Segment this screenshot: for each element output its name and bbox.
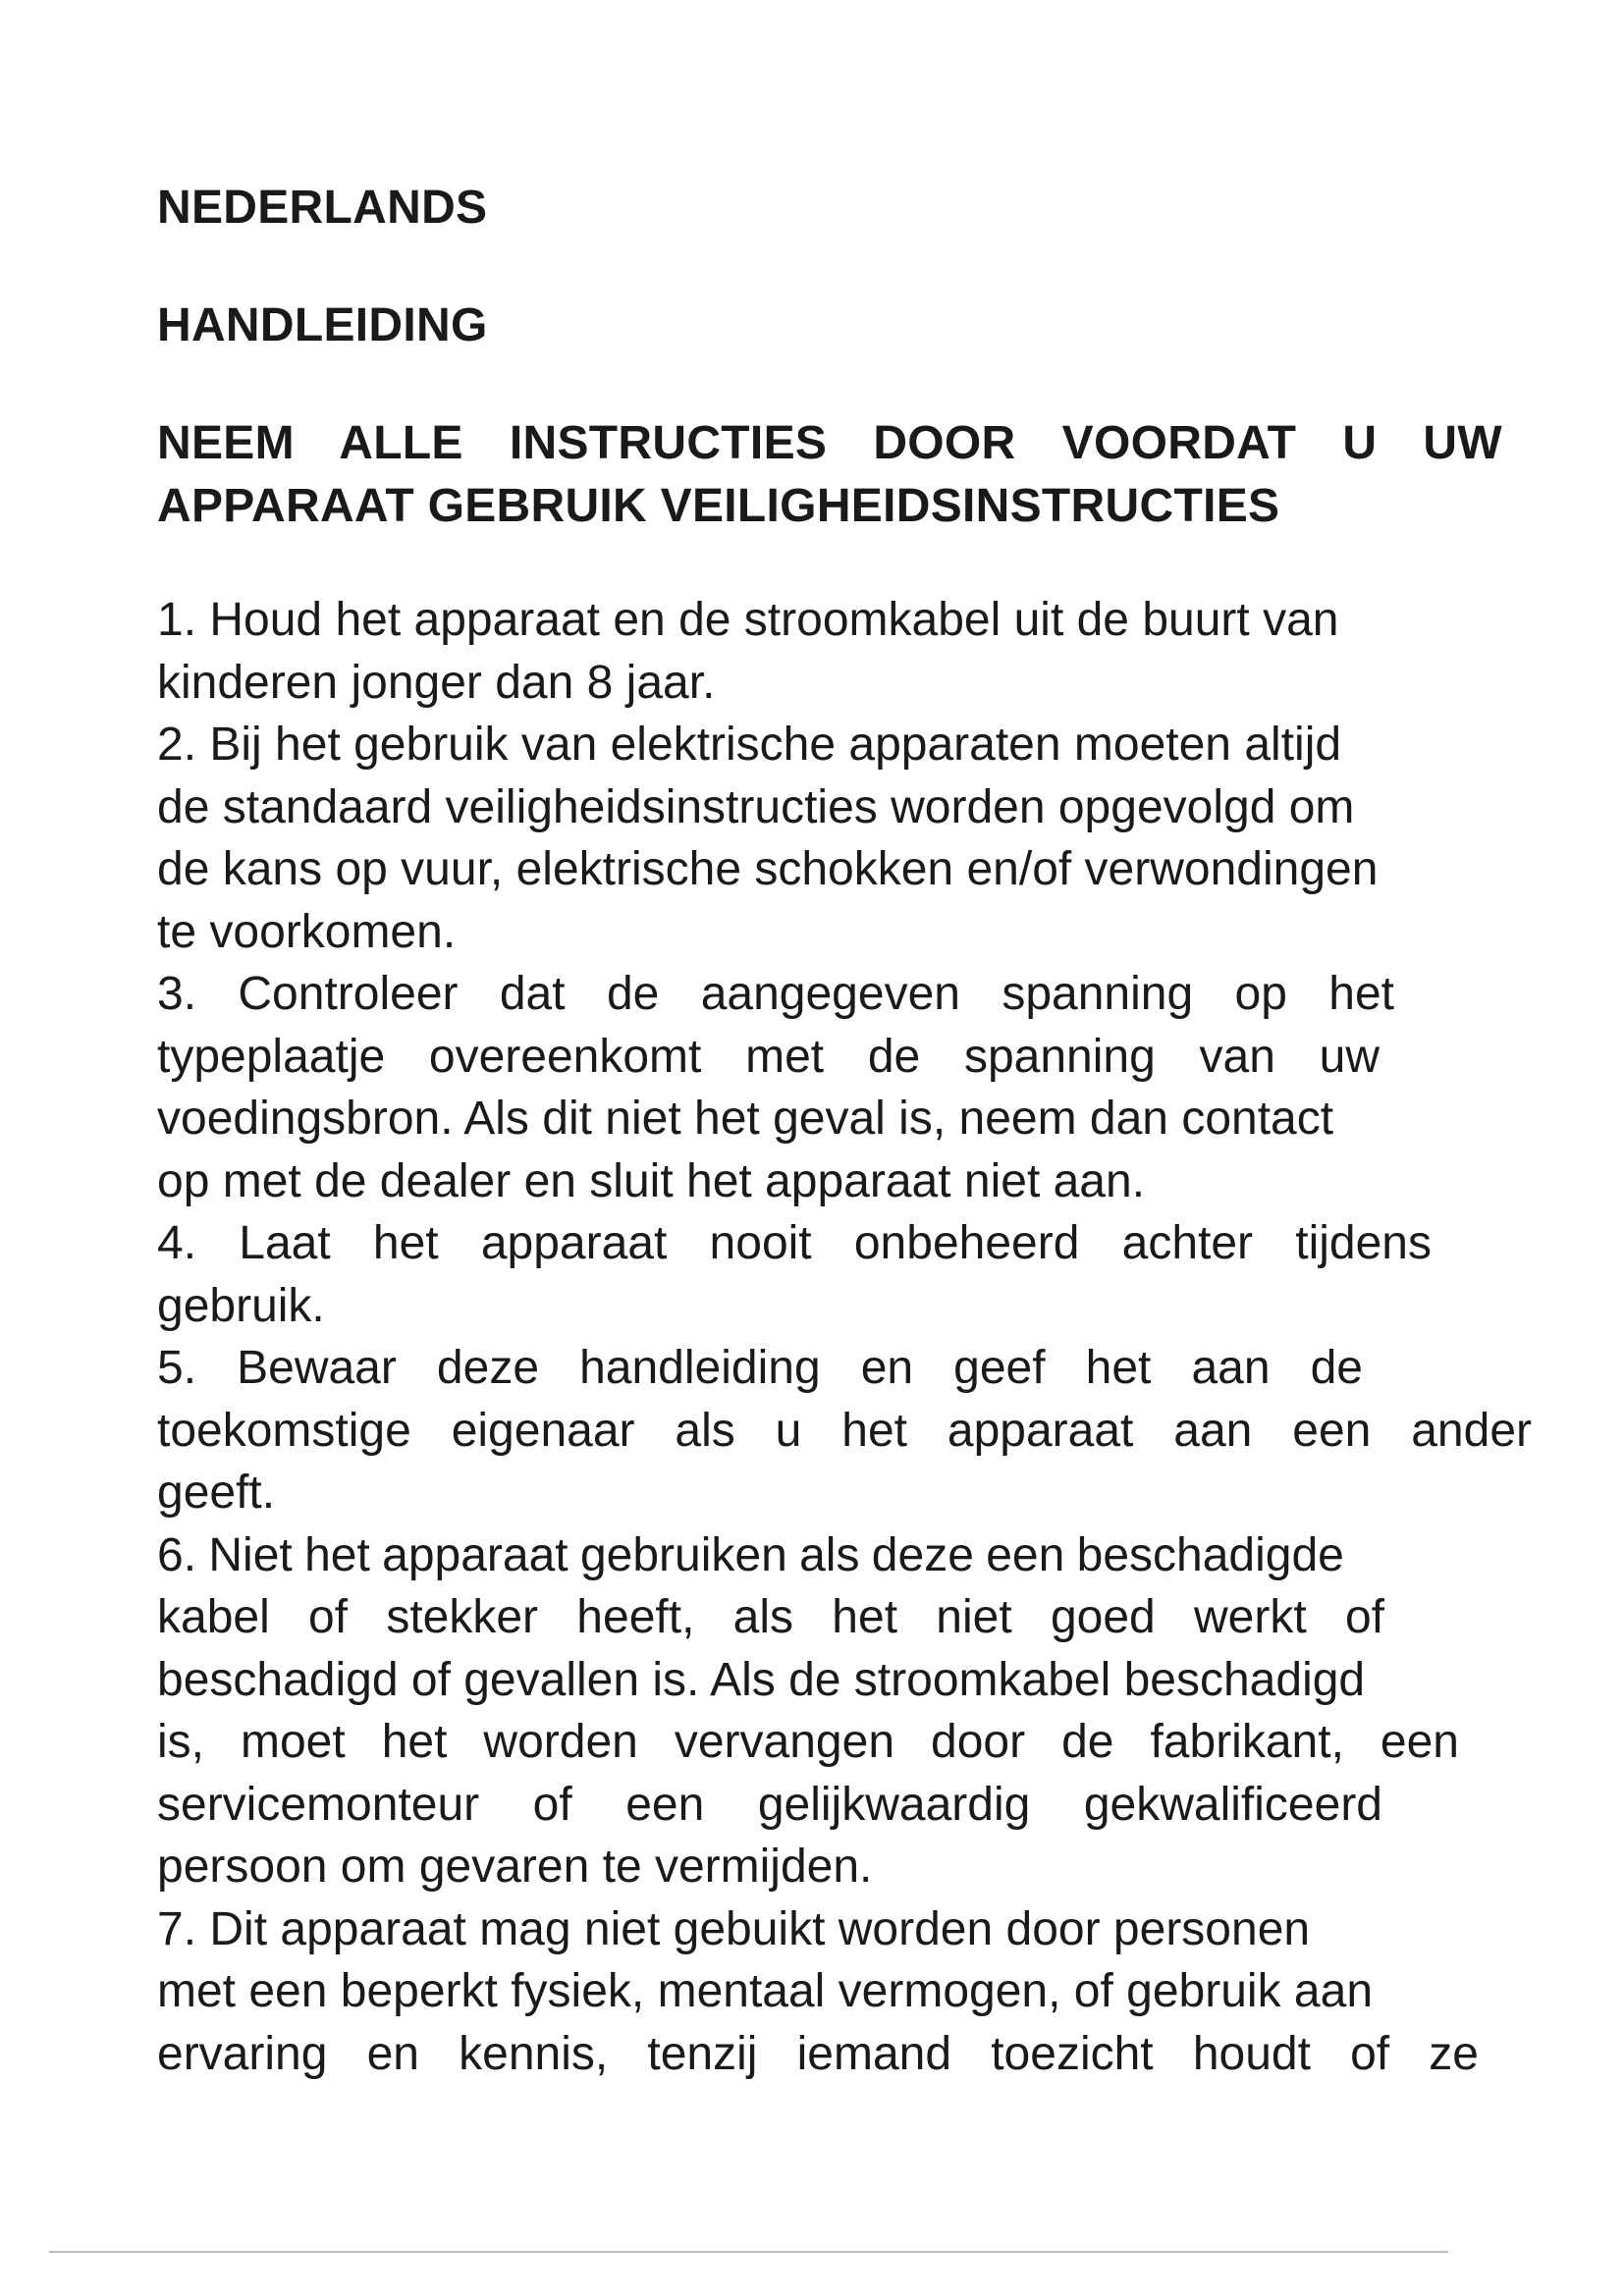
instruction-line: 5. Bewaar deze handleiding en geef het aan de: [157, 1342, 1363, 1394]
instruction-line: ervaring en kennis, tenzij iemand toezicht houdt of ze: [157, 2027, 1479, 2080]
instruction-line: 4. Laat het apparaat nooit onbeheerd achter tijdens: [157, 1217, 1432, 1269]
instruction-line: kinderen jonger dan 8 jaar.: [157, 656, 716, 709]
instruction-line: servicemonteur of een gelijkwaardig gekwalificeerd: [157, 1778, 1382, 1831]
instruction-line: de kans op vuur, elektrische schokken en/of verwondingen: [157, 843, 1379, 895]
instruction-line: 6. Niet het apparaat gebruiken als deze een beschadigde: [157, 1528, 1344, 1581]
instruction-line: gebruik.: [157, 1279, 325, 1332]
manual-heading: HANDLEIDING: [157, 299, 488, 351]
instruction-line: 1. Houd het apparaat en de stroomkabel uit de buurt van: [157, 594, 1339, 646]
instruction-line: persoon om gevaren te vermijden.: [157, 1841, 873, 1893]
instruction-line: 3. Controleer dat de aangegeven spanning op het: [157, 968, 1394, 1020]
instruction-line: typeplaatje overeenkomt met de spanning van uw: [157, 1030, 1380, 1083]
safety-instructions-list: [157, 589, 1532, 2085]
instruction-item-3: [157, 963, 1532, 1212]
instruction-item-4: [157, 1212, 1532, 1337]
instruction-line: kabel of stekker heeft, als het niet goed werkt of: [157, 1591, 1384, 1643]
safety-notice-line: NEEM ALLE INSTRUCTIES DOOR VOORDAT U UW: [157, 417, 1502, 469]
footer-divider: [49, 2251, 1448, 2253]
instruction-item-5: [157, 1337, 1532, 1524]
instruction-line: met een beperkt fysiek, mentaal vermogen, of gebruik aan: [157, 1965, 1374, 2017]
instruction-line: toekomstige eigenaar als u het apparaat aan een ander: [157, 1404, 1532, 1457]
document-page: [157, 177, 1532, 2085]
language-heading: NEDERLANDS: [157, 182, 488, 234]
instruction-item-6: [157, 1524, 1532, 1898]
instruction-line: op met de dealer en sluit het apparaat niet aan.: [157, 1154, 1146, 1207]
instruction-line: de standaard veiligheidsinstructies worden opgevolgd om: [157, 780, 1355, 833]
instruction-line: voedingsbron. Als dit niet het geval is, neem dan contact: [157, 1093, 1334, 1145]
instruction-line: 7. Dit apparaat mag niet gebuikt worden door personen: [157, 1902, 1311, 1955]
instruction-item-7: [157, 1898, 1532, 2086]
instruction-item-2: [157, 714, 1532, 963]
instruction-line: te voorkomen.: [157, 905, 457, 958]
instruction-line: beschadigd of gevallen is. Als de stroomkabel beschadigd: [157, 1653, 1366, 1706]
instruction-item-1: [157, 589, 1532, 714]
safety-notice-line: APPARAAT GEBRUIK VEILIGHEIDSINSTRUCTIES: [157, 480, 1280, 532]
instruction-line: is, moet het worden vervangen door de fabrikant, een: [157, 1716, 1459, 1768]
instruction-line: 2. Bij het gebruik van elektrische apparaten moeten altijd: [157, 719, 1342, 771]
safety-notice-heading: [157, 412, 1532, 538]
instruction-line: geeft.: [157, 1467, 276, 1519]
